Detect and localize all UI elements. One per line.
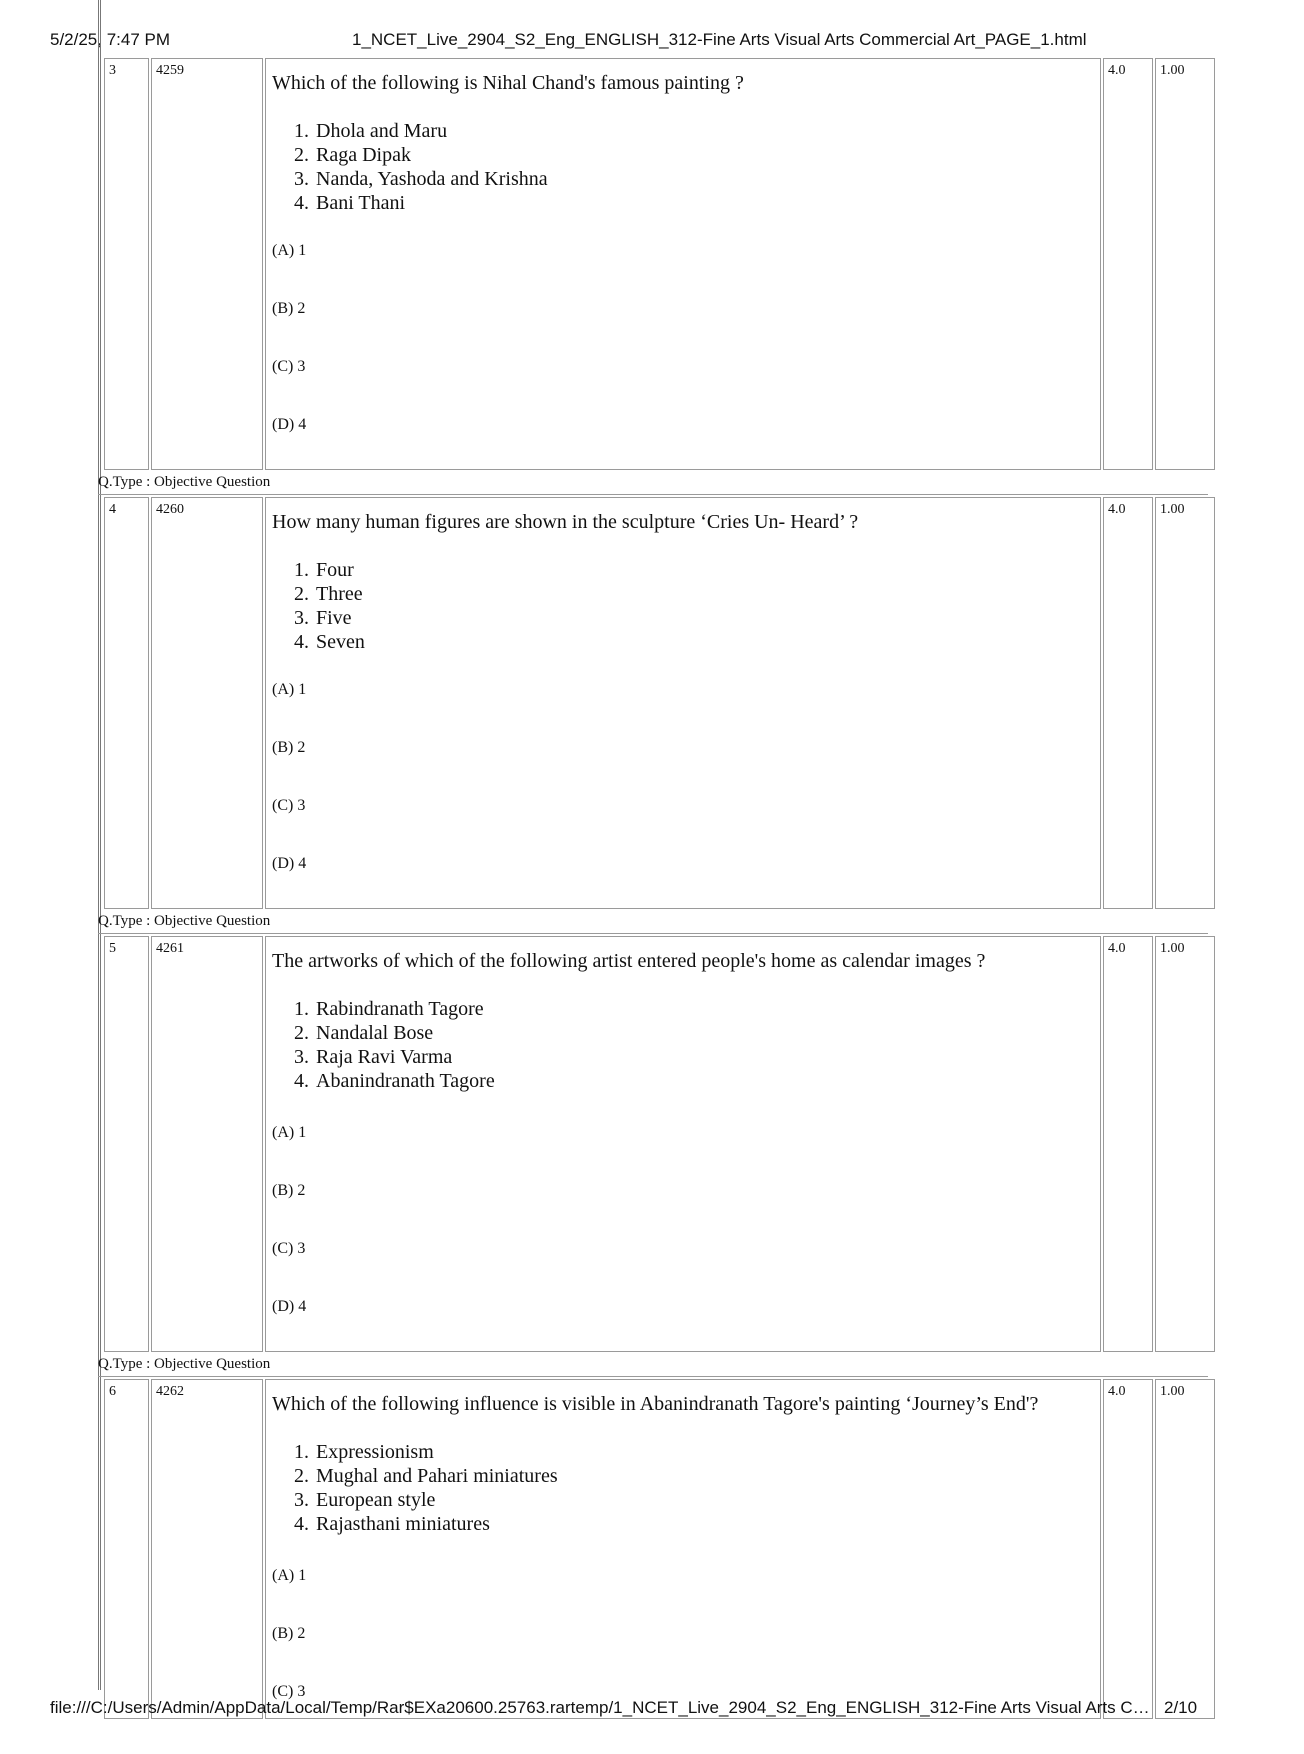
question-text: Which of the following is Nihal Chand's famous painting ? — [272, 72, 744, 94]
question-id: 4260 — [151, 497, 263, 909]
negative-marks-value: 1.00 — [1155, 497, 1215, 909]
answer-choice-d: (D) 4 — [272, 855, 307, 872]
serial-number: 4 — [104, 497, 149, 909]
marks-value: 4.0 — [1103, 58, 1153, 470]
answer-choice-a: (A) 1 — [272, 1567, 307, 1584]
question-cell — [265, 936, 1101, 1352]
row-divider — [98, 933, 1208, 934]
answer-choice-c: (C) 3 — [272, 358, 306, 375]
option-item: 3. European style — [314, 1488, 1094, 1512]
question-cell — [265, 1379, 1101, 1719]
option-item: 2. Three — [314, 582, 1094, 606]
option-list — [272, 558, 1094, 654]
print-footer — [0, 1696, 1240, 1720]
question-text: The artworks of which of the following artist entered people's home as calendar images ? — [272, 950, 986, 972]
answer-choice-b: (B) 2 — [272, 300, 306, 317]
serial-number: 5 — [104, 936, 149, 1352]
negative-marks-value: 1.00 — [1155, 1379, 1215, 1719]
answer-choice-c: (C) 3 — [272, 797, 306, 814]
option-item: 1. Expressionism — [314, 1440, 1094, 1464]
answer-choice-a: (A) 1 — [272, 242, 307, 259]
question-cell — [265, 58, 1101, 470]
answer-choice-c: (C) 3 — [272, 1683, 306, 1700]
option-item: 2. Raga Dipak — [314, 143, 1094, 167]
negative-marks-value: 1.00 — [1155, 58, 1215, 470]
option-item: 1. Four — [314, 558, 1094, 582]
row-divider — [98, 494, 1208, 495]
answer-choice-d: (D) 4 — [272, 416, 307, 433]
option-item: 2. Nandalal Bose — [314, 1021, 1094, 1045]
row-divider — [98, 1376, 1208, 1377]
option-item: 3. Five — [314, 606, 1094, 630]
option-item: 3. Raja Ravi Varma — [314, 1045, 1094, 1069]
option-item: 4. Bani Thani — [314, 191, 1094, 215]
question-text: Which of the following influence is visible in Abanindranath Tagore's painting ‘Journey’s End'? — [272, 1393, 1039, 1415]
option-item: 2. Mughal and Pahari miniatures — [314, 1464, 1094, 1488]
option-item: 1. Dhola and Maru — [314, 119, 1094, 143]
print-page-number: 2/10 — [1164, 1698, 1198, 1717]
question-type-label: Q.Type : Objective Question — [98, 1356, 271, 1372]
question-id: 4262 — [151, 1379, 263, 1719]
answer-choice-a: (A) 1 — [272, 681, 307, 698]
serial-number: 6 — [104, 1379, 149, 1719]
answer-choice-b: (B) 2 — [272, 1182, 306, 1199]
answer-choice-b: (B) 2 — [272, 1625, 306, 1642]
option-item: 4. Abanindranath Tagore — [314, 1069, 1094, 1093]
option-item: 3. Nanda, Yashoda and Krishna — [314, 167, 1094, 191]
question-table — [98, 0, 1188, 1700]
print-document-title: 1_NCET_Live_2904_S2_Eng_ENGLISH_312-Fine Arts Visual Arts Commercial Art_PAGE_1.html — [352, 30, 1087, 49]
answer-choice-a: (A) 1 — [272, 1124, 307, 1141]
question-type-label: Q.Type : Objective Question — [98, 913, 271, 929]
print-file-url: file:///C:/Users/Admin/AppData/Local/Temp/Rar$EXa20600.25763.rartemp/1_NCET_Live_2904_S2_Eng_ENGLISH_312-Fine Arts Visual Arts C… — [50, 1698, 1150, 1717]
marks-value: 4.0 — [1103, 497, 1153, 909]
option-list — [272, 119, 1094, 215]
question-id: 4261 — [151, 936, 263, 1352]
question-cell — [265, 497, 1101, 909]
question-id: 4259 — [151, 58, 263, 470]
option-item: 4. Seven — [314, 630, 1094, 654]
option-item: 4. Rajasthani miniatures — [314, 1512, 1094, 1536]
question-text: How many human figures are shown in the sculpture ‘Cries Un- Heard’ ? — [272, 511, 859, 533]
answer-choice-d: (D) 4 — [272, 1298, 307, 1315]
negative-marks-value: 1.00 — [1155, 936, 1215, 1352]
answer-choice-c: (C) 3 — [272, 1240, 306, 1257]
marks-value: 4.0 — [1103, 936, 1153, 1352]
option-list — [272, 997, 1094, 1093]
marks-value: 4.0 — [1103, 1379, 1153, 1719]
option-item: 1. Rabindranath Tagore — [314, 997, 1094, 1021]
answer-choice-b: (B) 2 — [272, 739, 306, 756]
serial-number: 3 — [104, 58, 149, 470]
option-list — [272, 1440, 1094, 1536]
question-type-label: Q.Type : Objective Question — [98, 474, 271, 490]
print-datetime: 5/2/25, 7:47 PM — [50, 30, 171, 49]
